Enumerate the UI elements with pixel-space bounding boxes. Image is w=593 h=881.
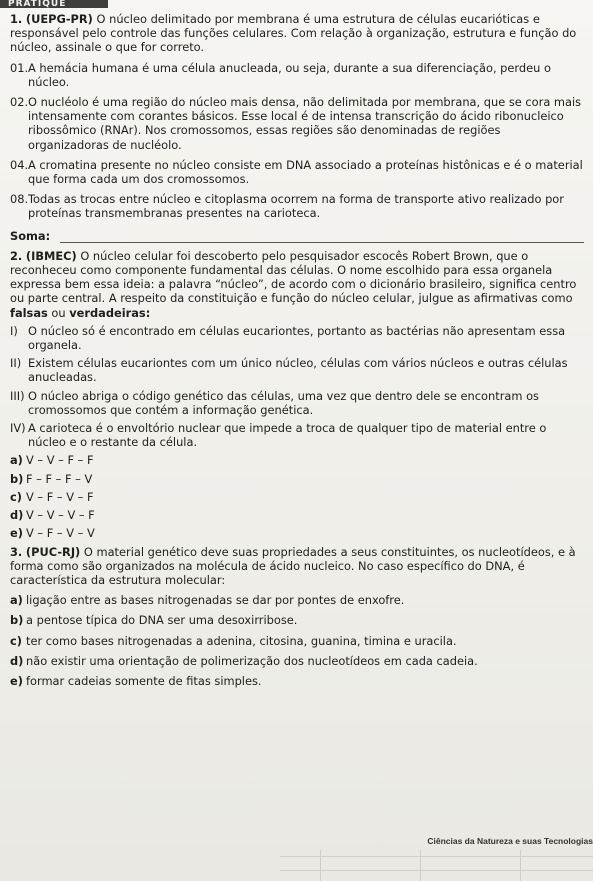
question-stem: O núcleo delimitado por membrana é uma estrutura de células eucarióticas e responsável pelo controle das funções celulares. Com relação à organização, estrutura e função do núcleo, assinale o que for correto. bbox=[10, 12, 577, 55]
statement-number: 01. bbox=[10, 60, 29, 75]
option-text: não existir uma orientação de polimerização dos nucleotídeos em cada cadeia. bbox=[26, 653, 478, 668]
question-source: (PUC-RJ) bbox=[25, 544, 81, 559]
answer-option-c[interactable] bbox=[10, 490, 584, 504]
soma-row bbox=[10, 229, 584, 243]
statement-text: O núcleo só é encontrado em células eucariontes, portanto as bactérias não apresentam essa organela. bbox=[28, 323, 566, 353]
statement-number: 02. bbox=[10, 95, 29, 110]
document-content bbox=[10, 12, 584, 688]
stem-bold-falsas: falsas bbox=[10, 305, 48, 320]
option-text: ter como bases nitrogenadas a adenina, citosina, guanina, timina e uracila. bbox=[26, 633, 457, 648]
statement-item bbox=[10, 421, 584, 449]
statement-item bbox=[10, 61, 584, 89]
stem-bold-verdadeiras: verdadeiras bbox=[69, 305, 146, 320]
option-letter: b) bbox=[10, 613, 24, 628]
option-text: ligação entre as bases nitrogenadas se dar por pontes de enxofre. bbox=[26, 593, 405, 608]
option-text: V – V – F – F bbox=[26, 453, 94, 468]
statement-text: A hemácia humana é uma célula anucleada, ou seja, durante a sua diferenciação, perdeu o núcleo. bbox=[28, 60, 551, 89]
soma-answer-line[interactable] bbox=[60, 231, 584, 243]
soma-label: Soma: bbox=[10, 228, 51, 243]
page-footer: Ciências da Natureza e suas Tecnologias bbox=[427, 836, 593, 846]
statement-text: Existem células eucariontes com um único núcleo, células com vários núcleos e outras células anucleadas. bbox=[28, 356, 568, 385]
question-number: 2. bbox=[10, 248, 23, 263]
answer-option-a[interactable] bbox=[10, 453, 584, 467]
option-letter: c) bbox=[10, 633, 22, 648]
option-text: formar cadeias somente de fitas simples. bbox=[26, 673, 262, 688]
statement-item bbox=[10, 324, 584, 352]
question-source: (IBMEC) bbox=[25, 248, 77, 263]
statement-item bbox=[10, 192, 584, 220]
statement-number: 08. bbox=[10, 192, 29, 207]
statement-item bbox=[10, 356, 584, 384]
answer-option-b[interactable] bbox=[10, 613, 584, 627]
answer-option-e[interactable] bbox=[10, 674, 584, 688]
stem-colon: : bbox=[145, 305, 151, 320]
option-text: F – F – F – V bbox=[26, 471, 93, 486]
question-2 bbox=[10, 249, 584, 320]
option-letter: c) bbox=[10, 489, 22, 504]
answer-option-e[interactable] bbox=[10, 526, 584, 540]
statement-number: II) bbox=[10, 356, 22, 371]
answer-option-c[interactable] bbox=[10, 634, 584, 648]
question-stem: O núcleo celular foi descoberto pelo pesquisador escocês Robert Brown, que o reconheceu como componente fundamental das células. O nome escolhido para essa organela expressa bem essa ideia: a palavra “núcleo”, de acordo com o dicionário brasileiro, significa centro ou parte central. A respeito da constituição e função do núcleo celular, julgue as afirmativas como bbox=[10, 248, 577, 306]
question-number: 3. bbox=[10, 544, 23, 559]
answer-option-d[interactable] bbox=[10, 654, 584, 668]
statement-text: O núcleo abriga o código genético das células, uma vez que dentro dele se encontram os cromossomos que contém a informação genética. bbox=[28, 388, 539, 417]
question-number: 1. bbox=[10, 12, 23, 26]
answer-option-a[interactable] bbox=[10, 593, 584, 607]
statement-item bbox=[10, 389, 584, 417]
option-text: V – F – V – V bbox=[26, 526, 95, 541]
section-banner: PRATIQUE bbox=[0, 0, 108, 8]
option-letter: e) bbox=[10, 526, 23, 541]
statement-text: O nucléolo é uma região do núcleo mais densa, não delimitada por membrana, que se cora mais intensamente com corantes básicos. Esse local é de intensa transcrição do ácido ribonucleico ribossômico (RNAr). Nos cromossomos, essas regiões são denominadas de regiões organizadoras de nucléolo. bbox=[28, 95, 582, 152]
option-text: V – F – V – F bbox=[26, 489, 94, 504]
answer-option-d[interactable] bbox=[10, 508, 584, 522]
statement-text: Todas as trocas entre núcleo e citoplasma ocorrem na forma de transporte ativo realizado por proteínas transmembranas presentes na carioteca. bbox=[28, 192, 564, 221]
statement-text: A cromatina presente no núcleo consiste em DNA associado a proteínas histônicas e é o material que forma cada um dos cromossomos. bbox=[28, 157, 583, 187]
statement-number: IV) bbox=[10, 421, 26, 436]
option-letter: a) bbox=[10, 593, 23, 608]
option-letter: d) bbox=[10, 508, 24, 523]
question-3 bbox=[10, 545, 584, 588]
answer-option-b[interactable] bbox=[10, 472, 584, 486]
option-letter: d) bbox=[10, 653, 24, 668]
statement-item bbox=[10, 158, 584, 186]
stem-connector: ou bbox=[47, 305, 70, 320]
option-letter: a) bbox=[10, 453, 23, 468]
notebook-grid-lines bbox=[280, 850, 593, 881]
statement-number: III) bbox=[10, 388, 25, 403]
question-stem: O material genético deve suas propriedades a seus constituintes, os nucleotídeos, e à forma como são organizados na molécula de ácido nucleico. No caso específico do DNA, é característica da estrutura molecular: bbox=[10, 544, 576, 587]
option-letter: b) bbox=[10, 471, 24, 486]
question-1 bbox=[10, 12, 584, 55]
statement-item bbox=[10, 95, 584, 152]
option-text: V – V – V – F bbox=[26, 508, 95, 523]
statement-number: 04. bbox=[10, 157, 29, 172]
option-letter: e) bbox=[10, 673, 23, 688]
statement-number: I) bbox=[10, 323, 18, 338]
statement-text: A carioteca é o envoltório nuclear que impede a troca de qualquer tipo de material entre o núcleo e o restante da célula. bbox=[28, 421, 547, 450]
question-source: (UEPG-PR) bbox=[25, 12, 93, 26]
option-text: a pentose típica do DNA ser uma desoxirribose. bbox=[26, 613, 298, 628]
